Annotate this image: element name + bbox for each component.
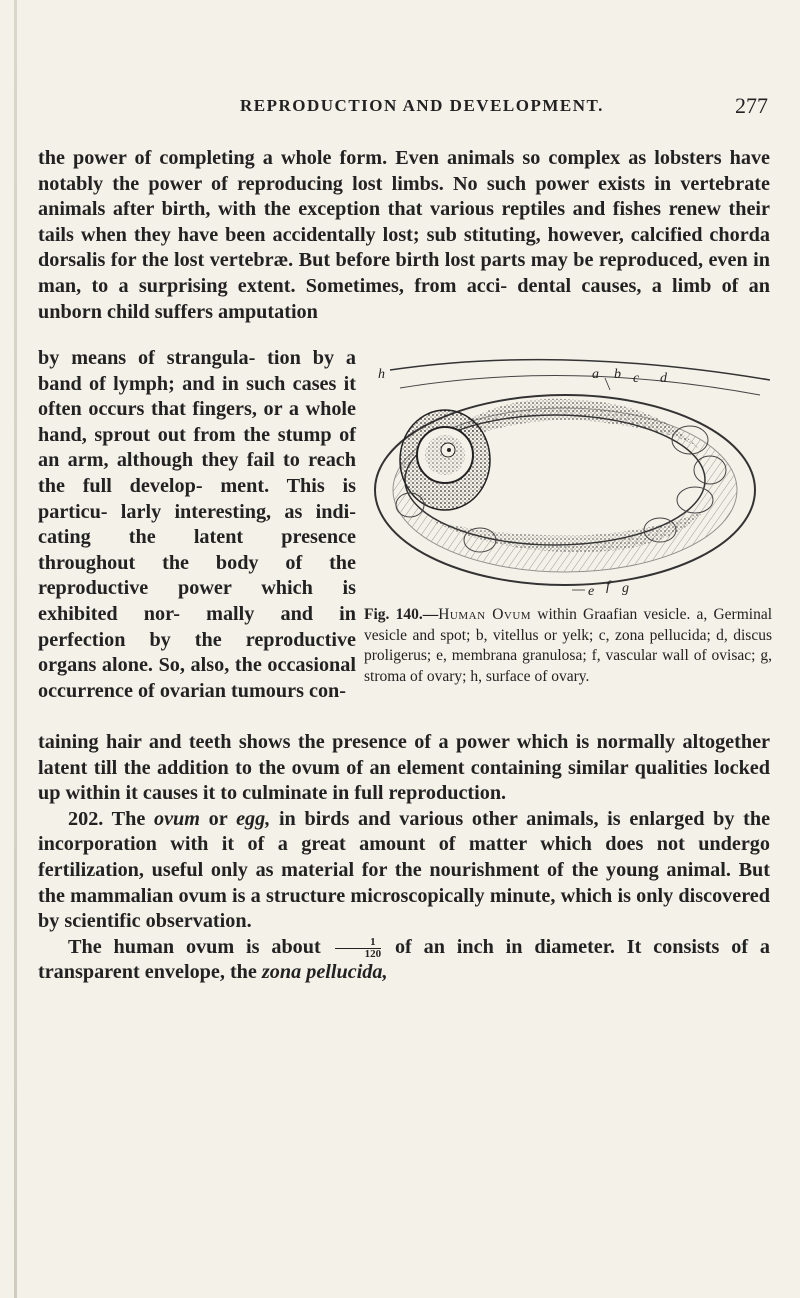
paragraph-text: the power of completing a whole form. Even animals so complex as lobsters have notably the power of reproducing lost limbs. No such power exists in vertebrate animals after birth, with the exception that various reptiles and fishes renew their tails when they have been accidentally lost; sub stituting, however, calcified chorda dorsalis for the lost vertebræ. But before birth lost parts may be reproduced, even in man, to a surprising extent. Sometimes, from acci- dental causes, a limb of an unborn child suffers amputation — [38, 147, 770, 323]
caption-title: Human Ovum — [438, 606, 532, 623]
paragraph-text: taining hair and teeth shows the presence of a power which is normally altogether latent till the addition to the ovum of an element containing similar qualities locked up within it causes it to culminate in full reproduction. — [38, 731, 770, 805]
label-d: d — [660, 371, 667, 386]
label-c: c — [633, 371, 640, 386]
label-g: g — [622, 581, 629, 596]
text-italic: zona pellucida, — [261, 961, 388, 984]
fraction-denominator: 120 — [364, 947, 382, 960]
fraction-numerator: 1 — [335, 937, 382, 949]
text-run: of an inch in diameter. It consists of a transparent envelope, the — [38, 935, 771, 984]
figure-caption — [364, 605, 772, 687]
label-f: f — [606, 579, 610, 594]
label-b: b — [614, 367, 621, 382]
text-italic: egg, — [236, 807, 271, 830]
paragraph-202 — [38, 807, 770, 935]
label-h: h — [378, 367, 385, 382]
page-header — [0, 93, 800, 126]
paragraph-text: by means of strangula- tion by a band of lymph; and in such cases it often occurs that fingers, or a whole hand, sprout out from the stump of an arm, although they fail to reach the full develop- ment. This is particu- larly interesting, as indi- cating the latent presence throughout the body of the reproductive power which is exhibited nor- mally and in perfection by the reproductive organs alone. So, also, the occasional occurrence of ovarian tumours con- — [38, 347, 356, 702]
caption-figure-number: Fig. 140.— — [364, 606, 439, 623]
ovum-illustration — [360, 350, 770, 600]
body-paragraph-wrapped — [38, 346, 356, 704]
text-italic: ovum — [154, 807, 200, 830]
body-text-bottom — [38, 730, 770, 986]
text-run: The — [111, 807, 146, 830]
caption-body: within Graafian vesicle. a, Germinal vesicle and spot; b, vitellus or yelk; c, zona pellucida; d, discus proligerus; e, membrana granulosa; f, vascular wall of ovisac; g, stroma of ovary; h, surface of ovary. — [364, 606, 773, 685]
body-paragraph-top — [38, 146, 770, 325]
fraction — [335, 937, 382, 960]
running-head: REPRODUCTION AND DEVELOPMENT. — [240, 96, 604, 115]
label-e: e — [588, 584, 595, 599]
paragraph-number: 202. — [68, 807, 104, 830]
page-edge-rule — [14, 0, 17, 1298]
label-a: a — [592, 367, 599, 382]
text-run: in birds and various other animals, is enlarged by the incorporation with it of a great amount of matter which does not undergo fertilization, useful only as material for the nourishment of the young animal. But the mammalian ovum is a structure microscopically minute, which is only discovered by scientific observation. — [38, 807, 771, 933]
text-run: The human ovum is about — [68, 935, 321, 958]
page-number: 277 — [735, 93, 768, 118]
text-run: or — [208, 807, 228, 830]
paragraph-ovum-size — [38, 935, 770, 986]
